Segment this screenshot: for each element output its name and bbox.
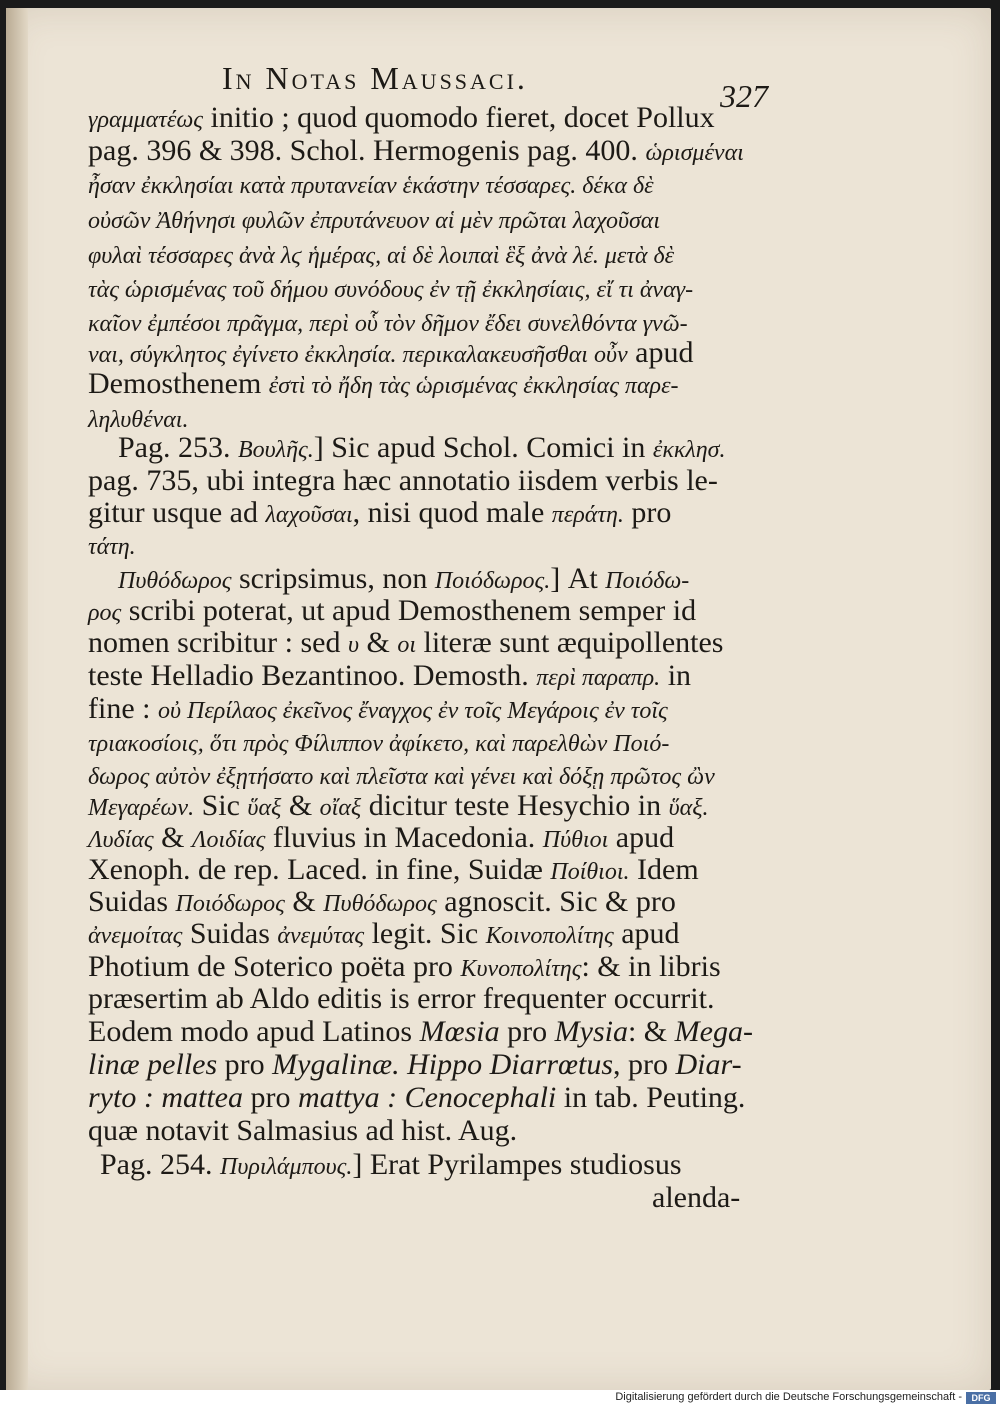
latin-text: alenda- <box>652 1181 741 1214</box>
greek-text: Βουλῆς. <box>238 437 314 463</box>
latin-text: literæ sunt æquipollentes <box>415 626 724 659</box>
italic-text: Mega- <box>674 1015 753 1048</box>
latin-text: Photium de Soterico poëta pro <box>88 950 461 983</box>
greek-text: καῖον ἐμπέσοι πρᾶγμα, περὶ οὗ τὸν δῆμον ἔδει συνελθόντα γνῶ- <box>88 311 688 337</box>
text-line <box>88 238 674 272</box>
text-line <box>88 693 668 727</box>
page-number: 327 <box>720 78 768 114</box>
latin-text: scribi poterat, ut apud Demosthenem semper id <box>121 594 697 627</box>
latin-text: apud <box>608 821 675 854</box>
greek-text: ἐστὶ τὸ ἤδη τὰς ὡρισμένας ἐκκλησίας παρε- <box>268 373 679 399</box>
text-line <box>652 1182 740 1214</box>
latin-text: quæ notavit Salmasius ad hist. Aug. <box>88 1114 518 1147</box>
greek-text: περάτη. <box>551 502 624 528</box>
text-line <box>100 1149 682 1183</box>
latin-text: gitur usque ad <box>88 496 266 529</box>
greek-text: ναι, σύγκλητος ἐγίνετο ἐκκλησία. περικαλακευσῆσθαι οὖν <box>88 342 628 368</box>
italic-text: Mysia <box>554 1015 628 1048</box>
italic-text: mattya : Cenocephali <box>297 1081 557 1114</box>
greek-text: Λυδίας <box>88 827 154 853</box>
footer-credit: Digitalisierung gefördert durch die Deutsche Forschungsgemeinschaft - <box>615 1391 962 1403</box>
latin-text: pro <box>499 1015 555 1048</box>
latin-text: in tab. Peuting. <box>556 1081 746 1114</box>
latin-text: & <box>281 789 320 822</box>
latin-text: teste Helladio Bezantinoo. Demosth. <box>88 659 537 692</box>
latin-text: dicitur teste Hesychio in <box>361 789 669 822</box>
latin-text: pag. 396 & 398. Schol. Hermogenis pag. 400. <box>88 134 646 167</box>
text-line <box>88 918 680 952</box>
latin-text: Idem <box>629 853 699 886</box>
greek-text: Ποιόδωρος. <box>434 568 551 594</box>
latin-text: pro <box>623 496 672 529</box>
greek-text: ἀνεμοίτας <box>88 923 183 949</box>
latin-text: Sic <box>194 789 248 822</box>
greek-text: ἐκκλησ. <box>652 437 726 463</box>
latin-text: Pag. 253. <box>118 431 238 464</box>
latin-text: agnoscit. Sic & pro <box>436 885 676 918</box>
latin-text: , nisi quod male <box>352 496 552 529</box>
latin-text: fluvius in Macedonia. <box>265 821 543 854</box>
greek-text: Πυθόδωρος <box>323 891 437 917</box>
greek-text: Κοινοπολίτης <box>485 923 614 949</box>
greek-text: Ποιόδωρος <box>175 891 285 917</box>
latin-text: ] At <box>550 562 606 595</box>
greek-text: τάτη. <box>88 534 136 560</box>
text-line <box>88 886 676 920</box>
italic-text: Mœsia <box>419 1015 500 1048</box>
greek-text: υ <box>347 632 359 658</box>
latin-text: scripsimus, non <box>231 562 435 595</box>
greek-text: Πυθόδωρος <box>118 568 232 594</box>
greek-text: Πύθιοι <box>542 827 609 853</box>
digitization-footer <box>0 1390 1000 1407</box>
latin-text: in <box>660 659 692 692</box>
latin-text: , pro <box>613 1048 676 1081</box>
greek-text: φυλαὶ τέσσαρες ἀνὰ λϛ ἡμέρας, αἱ δὲ λοιπαὶ ἓξ ἀνὰ λέ. μετὰ δὲ <box>88 243 675 269</box>
greek-text: ὡρισμέναι <box>645 140 744 166</box>
latin-text: Demosthenem <box>88 367 269 400</box>
text-line <box>88 790 709 824</box>
italic-text: Mygalinæ. Hippo Diarrœtus <box>272 1048 614 1081</box>
greek-text: γραμματέως <box>88 107 203 133</box>
latin-text: Pag. 254. <box>100 1148 220 1181</box>
dfg-logo-icon: DFG <box>966 1392 996 1404</box>
text-line <box>88 1082 745 1114</box>
page-gutter <box>6 8 28 1390</box>
greek-text: Λοιδίας <box>192 827 266 853</box>
greek-text: ὕαξ <box>247 795 282 821</box>
text-line <box>88 822 674 856</box>
greek-text: Ποίθιοι. <box>550 859 630 885</box>
greek-text: τὰς ὡρισμένας τοῦ δήμου συνόδους ἐν τῇ ἐκκλησίαις, εἴ τι ἀναγ- <box>88 277 694 303</box>
latin-text: initio ; quod quomodo fieret, docet Pollux <box>203 101 715 134</box>
text-line <box>88 465 718 497</box>
latin-text: ] Sic apud Schol. Comici in <box>313 431 653 464</box>
text-line <box>88 203 660 237</box>
greek-text: ἦσαν ἐκκλησίαι κατὰ πρυτανείαν ἑκάστην τέσσαρες. δέκα δὲ <box>88 173 654 199</box>
greek-text: ρος <box>88 600 122 626</box>
text-line <box>88 1049 742 1081</box>
latin-text: ] Erat Pyrilampes studiosus <box>352 1148 682 1181</box>
latin-text: pag. 735, ubi integra hæc annotatio iisdem verbis le- <box>88 464 718 497</box>
text-line <box>88 726 669 760</box>
text-line <box>88 337 693 371</box>
text-line <box>88 1016 753 1048</box>
latin-text: legit. Sic <box>364 917 486 950</box>
greek-text: Ποιόδω- <box>605 568 690 594</box>
latin-text: apud <box>627 336 694 369</box>
italic-text: Diar- <box>675 1048 742 1081</box>
text-line <box>88 135 744 169</box>
latin-text: Eodem modo apud Latinos <box>88 1015 420 1048</box>
text-line <box>118 432 726 466</box>
text-line <box>88 595 696 629</box>
greek-text: δωρος αὐτὸν ἐξῃτήσατο καὶ πλεῖστα καὶ γένει καὶ δόξῃ πρῶτος ὢν <box>88 764 715 790</box>
greek-text: λαχοῦσαι <box>265 502 353 528</box>
text-line <box>88 983 714 1015</box>
latin-text: : & <box>627 1015 675 1048</box>
text-line <box>88 759 715 793</box>
text-line <box>88 306 688 340</box>
running-title: In Notas Maussaci. <box>222 60 528 96</box>
text-line <box>88 529 136 563</box>
latin-text: Suidas <box>88 885 176 918</box>
text-line <box>88 168 654 202</box>
greek-text: ληλυθέναι. <box>88 407 189 433</box>
greek-text: οι <box>397 632 416 658</box>
latin-text: præsertim ab Aldo editis is error frequenter occurrit. <box>88 982 715 1015</box>
text-line <box>88 102 715 136</box>
latin-text: apud <box>613 917 680 950</box>
italic-text: linæ pelles <box>88 1048 218 1081</box>
text-line <box>88 272 693 306</box>
greek-text: ἀνεμύτας <box>277 923 365 949</box>
greek-text: Μεγαρέων. <box>88 795 195 821</box>
latin-text: : & in libris <box>581 950 721 983</box>
latin-text: pro <box>217 1048 273 1081</box>
text-line <box>88 627 723 661</box>
text-line <box>118 563 689 597</box>
greek-text: Πυριλάμπους. <box>220 1154 353 1180</box>
greek-text: οὐ Περίλαος ἐκεῖνος ἔναγχος ἐν τοῖς Μεγάροις ἐν τοῖς <box>157 698 668 724</box>
text-line <box>88 497 671 531</box>
latin-text: Xenoph. de rep. Laced. in fine, Suidæ <box>88 853 551 886</box>
italic-text: ryto : mattea <box>88 1081 243 1114</box>
text-line <box>88 1115 517 1147</box>
latin-text: fine : <box>88 692 158 725</box>
text-line <box>88 660 691 694</box>
latin-text: Suidas <box>182 917 278 950</box>
text-line <box>88 368 679 402</box>
greek-text: ὕαξ. <box>668 795 709 821</box>
greek-text: Κυνοπολίτης <box>460 956 582 982</box>
text-line <box>88 854 699 888</box>
latin-text: pro <box>242 1081 298 1114</box>
latin-text: nomen scribitur : sed <box>88 626 348 659</box>
greek-text: περὶ παραπρ. <box>536 665 661 691</box>
latin-text: & <box>358 626 398 659</box>
latin-text: & <box>153 821 193 854</box>
latin-text: & <box>284 885 324 918</box>
text-line <box>88 951 721 985</box>
greek-text: οἴαξ <box>319 795 362 821</box>
greek-text: οὐσῶν Ἀθήνησι φυλῶν ἐπρυτάνευον αἱ μὲν πρῶται λαχοῦσαι <box>88 208 661 234</box>
greek-text: τριακοσίοις, ὅτι πρὸς Φίλιππον ἀφίκετο, καὶ παρελθὼν Ποιό- <box>88 731 670 757</box>
